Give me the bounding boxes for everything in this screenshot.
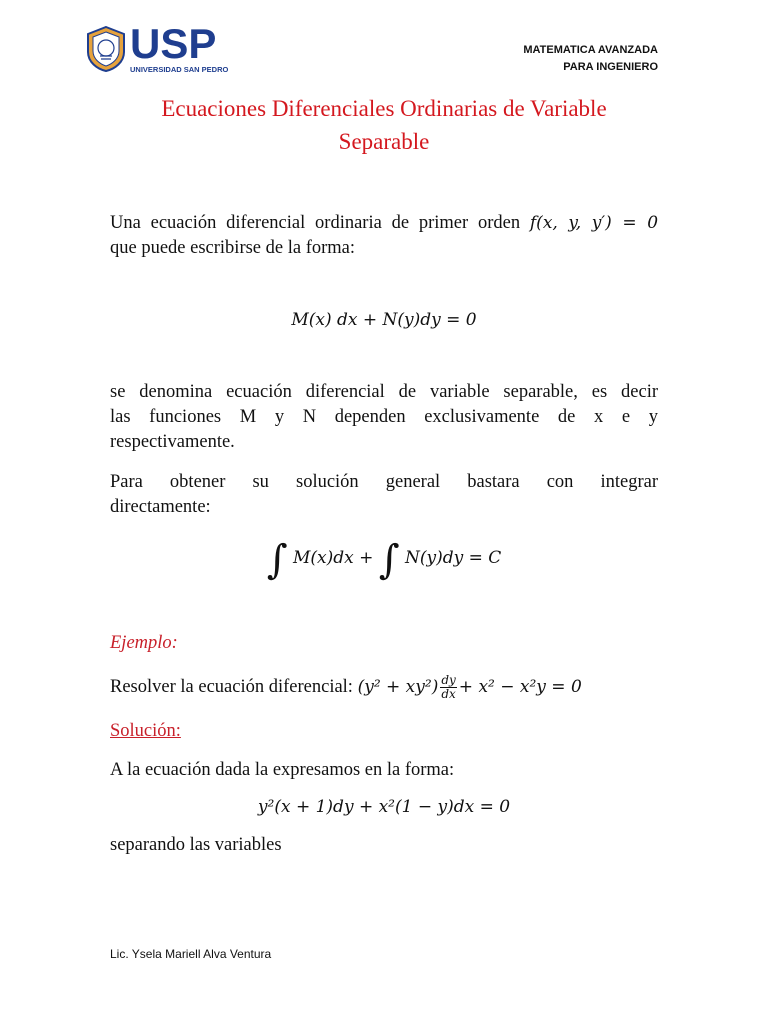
intro-text: Una ecuación diferencial ordinaria de primer orden (110, 213, 521, 233)
logo-subtitle: UNIVERSIDAD SAN PEDRO (130, 65, 229, 74)
method-line-1: Para obtener su solución general bastara con integrar (110, 472, 658, 492)
footer-author: Lic. Ysela Mariell Alva Ventura (110, 947, 272, 961)
solution-label: Solución: (110, 721, 181, 741)
intro-line-2: que puede escribirse de la forma: (110, 238, 356, 258)
integral-equation (110, 537, 658, 583)
title-line-1: Ecuaciones Diferenciales Ordinarias de Variable (161, 96, 607, 121)
resolver-math-right: + x² − x²y = 0 (458, 676, 582, 697)
course-line-1: MATEMATICA AVANZADA (523, 44, 658, 56)
course-header (523, 42, 658, 76)
intro-line (110, 211, 658, 236)
definition-paragraph (110, 380, 658, 455)
resolver-text: Resolver la ecuación diferencial: (110, 676, 353, 697)
definition-line-1: se denomina ecuación diferencial de variable separable, es decir (110, 382, 658, 402)
definition-line-2: las funciones M y N dependen exclusivamente de x e y (110, 407, 658, 427)
integral-right-term: N(y)dy = C (405, 548, 502, 568)
integral-sign-icon: ∫ (378, 537, 400, 583)
equation-rewritten: y²(x + 1)dy + x²(1 − y)dx = 0 (257, 797, 511, 817)
resolver-math-left: (y² + xy²) (357, 676, 439, 697)
title-line-2: Separable (338, 129, 430, 154)
method-line-2: directamente: (110, 497, 211, 517)
separating-text: separando las variables (110, 835, 282, 855)
example-statement (110, 674, 658, 701)
fraction-numerator: dy (441, 673, 456, 687)
derivative-fraction (440, 674, 456, 701)
fraction-denominator: dx (441, 687, 456, 701)
course-line-2: PARA INGENIERO (563, 61, 658, 73)
solution-method-paragraph (110, 470, 658, 520)
integral-left-term: M(x)dx + (292, 548, 374, 568)
solution-text: A la ecuación dada la expresamos en la forma: (110, 760, 455, 780)
definition-line-3: respectivamente. (110, 432, 235, 452)
intro-paragraph (110, 211, 658, 261)
example-label: Ejemplo: (110, 633, 178, 653)
equation-separable-form: M(x) dx + N(y)dy = 0 (291, 310, 477, 330)
logo-text: USP (130, 20, 217, 67)
intro-math: f(x, y, y′) = 0 (529, 213, 659, 233)
page-title (60, 92, 708, 158)
university-seal-icon (86, 26, 126, 72)
university-logo (86, 20, 251, 76)
integral-sign-icon: ∫ (266, 537, 288, 583)
